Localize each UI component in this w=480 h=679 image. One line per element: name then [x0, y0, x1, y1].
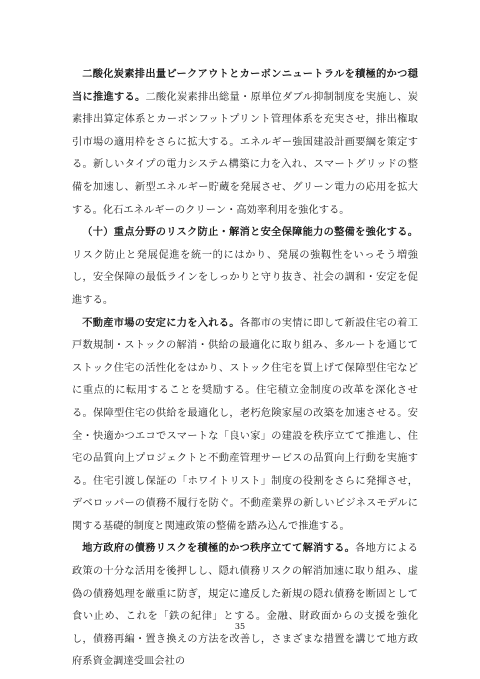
- paragraph-real-estate: [72, 313, 418, 539]
- paragraph-heading: （十）重点分野のリスク防止・解消と安全保障能力の整備を強化する。: [82, 227, 418, 239]
- paragraph-heading: 二酸化炭素排出量ピークアウトとカーボンニュートラルを積極的かつ穏当に推進する。: [72, 69, 418, 103]
- paragraph-local-debt: [72, 538, 418, 674]
- paragraph-text: 各地方による政策の十分な活用を後押しし、隠れ債務リスクの解消加速に取り組み、虚偽の債務処理を厳重に防ぎ，規定に違反した新規の隠れ債務を断固として食い止め、これを「鉄の紀律」とする。金融、財政面からの支援を強化し，債務再編・置き換えの方法を改善し，さまざまな措置を講じて地方政府系資金調達受皿会社の: [72, 543, 418, 668]
- paragraph-text: リスク防止と発展促進を統一的にはかり、発展の強靱性をいっそう増強し，安全保障の最低ラインをしっかりと守り抜き、社会の調和・安定を促進する。: [72, 249, 418, 306]
- paragraph-text: 二酸化炭素排出総量・原単位ダブル抑制制度を実施し、炭素排出算定体系とカーボンフットプリント管理体系を充実させ，排出権取引市場の適用枠をさらに拡大する。エネルギー強国建設計画要綱を策定する。新しいタイプの電力システム構築に力を入れ、スマートグリッドの整備を加速し、新型エネルギー貯蔵を発展させ、グリーン電力の応用を拡大する。化石エネルギーのクリーン・高効率利用を強化する。: [72, 91, 418, 216]
- page-number: 35: [234, 622, 246, 631]
- paragraph-risk-prevention: [72, 222, 418, 312]
- paragraph-heading: 地方政府の債務リスクを積極的かつ秩序立てて解消する。: [82, 543, 356, 555]
- paragraph-carbon-peak: [72, 64, 418, 222]
- document-body: [72, 64, 418, 674]
- paragraph-heading: 不動産市場の安定に力を入れる。: [82, 317, 240, 329]
- paragraph-text: 各都市の実情に即して新設住宅の着工戸数規制・ストックの解消・供給の最適化に取り組み、多ルートを通じてストック住宅の活性化をはかり、ストック住宅を買上げて保障型住宅などに重点的に転用することを奨励する。住宅積立金制度の改革を深化させる。保障型住宅の供給を最適化し，老朽危険家屋の改築を加速させる。安全・快適かつエコでスマートな「良い家」の建設を秩序立てて推進し、住宅の品質向上プロジェクトと不動産管理サービスの品質向上行動を実施する。住宅引渡し保証の「ホワイトリスト」制度の役割をさらに発揮させ，デベロッパーの債務不履行を防ぐ。不動産業界の新しいビジネスモデルに関する基礎的制度と関連政策の整備を踏み込んで推進する。: [72, 317, 419, 532]
